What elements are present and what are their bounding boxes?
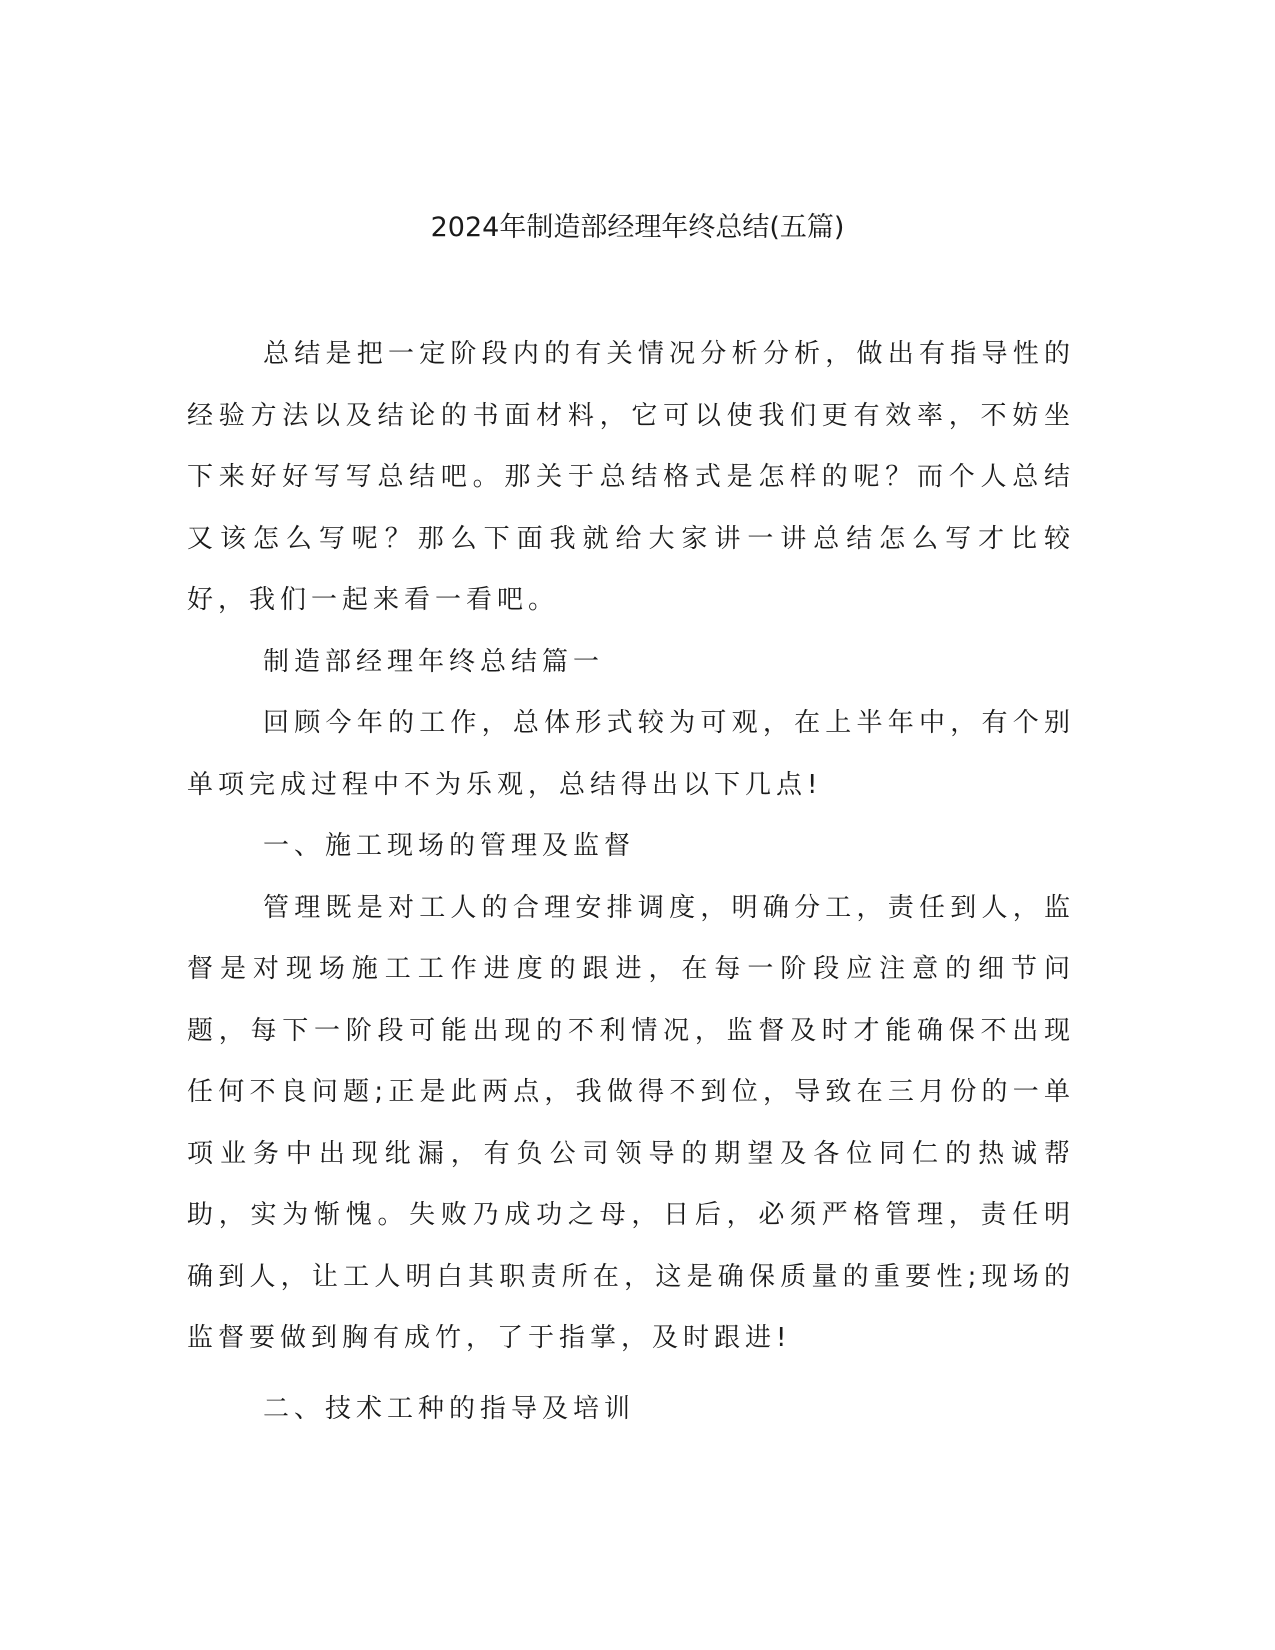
document-body: [187, 324, 1075, 1440]
subheading-site-management: 一、施工现场的管理及监督: [263, 831, 636, 861]
review-paragraph: 回顾今年的工作，总体形式较为可观，在上半年中，有个别单项完成过程中不为乐观，总结得出以下几点!: [187, 708, 1075, 800]
intro-paragraph: 总结是把一定阶段内的有关情况分析分析，做出有指导性的经验方法以及结论的书面材料，它可以使我们更有效率，不妨坐下来好好写写总结吧。那关于总结格式是怎样的呢？而个人总结又该怎么写呢？那么下面我就给大家讲一讲总结怎么写才比较好，我们一起来看一看吧。: [187, 339, 1075, 615]
site-management-paragraph: 管理既是对工人的合理安排调度，明确分工，责任到人，监督是对现场施工工作进度的跟进，在每一阶段应注意的细节问题，每下一阶段可能出现的不利情况，监督及时才能确保不出现任何不良问题;正是此两点，我做得不到位，导致在三月份的一单项业务中出现纰漏，有负公司领导的期望及各位同仁的热诚帮助，实为惭愧。失败乃成功之母，日后，必须严格管理，责任明确到人，让工人明白其职责所在，这是确保质量的重要性;现场的监督要做到胸有成竹，了于指掌，及时跟进!: [187, 892, 1075, 1353]
subheading-technical-training: 二、技术工种的指导及培训: [263, 1393, 636, 1424]
document-title: 2024年制造部经理年终总结(五篇): [430, 212, 845, 243]
section-heading-part-one: 制造部经理年终总结篇一: [263, 646, 605, 677]
